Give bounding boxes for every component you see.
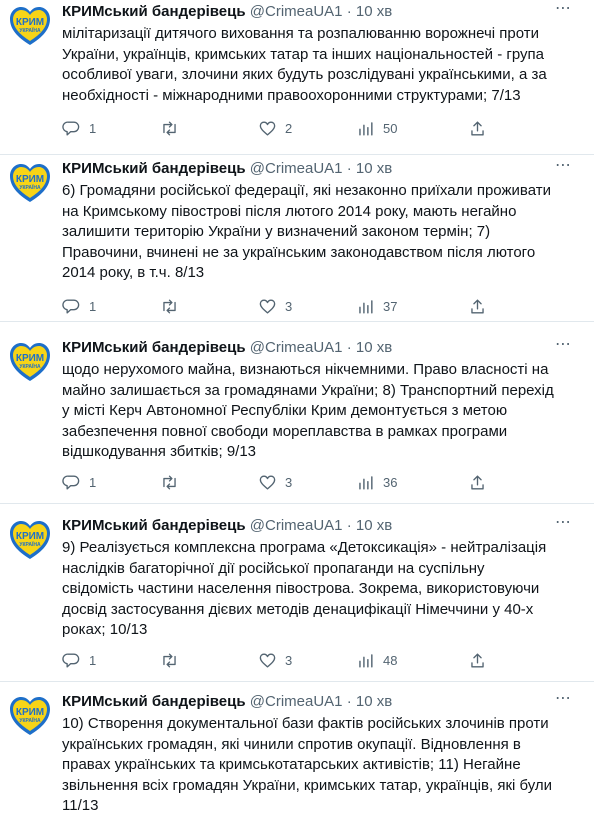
like-count: 3 [285, 474, 293, 490]
reply-button[interactable] [62, 649, 96, 671]
tweet-text-line: 6) Громадяни російської федерації, які незаконно приїхали проживати [62, 182, 551, 199]
views-button[interactable] [356, 295, 397, 317]
timestamp[interactable]: 10 хв [355, 693, 393, 710]
author-handle[interactable]: @CrimeaUA1 [249, 517, 343, 534]
share-icon [468, 473, 487, 492]
avatar[interactable] [8, 340, 52, 384]
tweet-text-line: досвід застосування дієвих методів денацифікації Німеччини у 40-х [62, 600, 534, 618]
svg-text:УКРАЇНА: УКРАЇНА [19, 28, 41, 34]
tweet-text-line: майно залишається за громадянами України; 8) Транспортний перехід [62, 381, 554, 399]
views-button[interactable] [356, 649, 397, 671]
like-icon [258, 297, 277, 316]
author-handle[interactable]: @CrimeaUA1 [249, 693, 343, 710]
like-icon [258, 473, 277, 492]
tweet-text-line: українських громадян, які чинили спротив окупації. Відновлення в [62, 735, 521, 753]
tweet-text-line: відшкодування збитків; 9/13 [62, 443, 257, 460]
retweet-icon [160, 651, 179, 670]
tweet-header [62, 338, 586, 358]
like-button[interactable] [258, 471, 292, 493]
more-icon[interactable]: ⋯ [555, 514, 572, 531]
tweet-actions [62, 649, 542, 671]
like-button[interactable] [258, 117, 292, 139]
tweet-actions [62, 295, 542, 317]
views-icon [356, 651, 375, 670]
tweet-text-line: забезпечення повної свободи мореплавства в рамках програми [62, 422, 508, 440]
author-handle[interactable]: @CrimeaUA1 [249, 3, 343, 20]
views-button[interactable] [356, 117, 397, 139]
like-button[interactable] [258, 649, 292, 671]
tweet-text-line: Правочини, вчинені не за українським законодавством після лютого [62, 243, 536, 261]
timestamp[interactable]: 10 хв [355, 160, 393, 177]
avatar-heart-logo [8, 161, 52, 205]
tweet-text-line: на Кримському півострові після лютого 2014 року, мають негайно [62, 202, 517, 220]
timestamp[interactable]: 10 хв [355, 339, 393, 356]
views-icon [356, 297, 375, 316]
separator: · [346, 693, 352, 710]
tweet-text [62, 538, 562, 641]
share-icon [468, 297, 487, 316]
tweet-header [62, 159, 586, 179]
reply-count: 1 [89, 652, 97, 668]
separator: · [346, 517, 352, 534]
tweet[interactable] [0, 334, 594, 504]
author-name[interactable]: КРИМський бандерівець [62, 160, 246, 177]
separator: · [346, 339, 352, 356]
tweet-text [62, 181, 562, 284]
more-icon[interactable]: ⋯ [555, 0, 572, 17]
tweet-header [62, 516, 586, 536]
tweet[interactable] [0, 688, 594, 818]
reply-icon [62, 473, 81, 492]
tweet-text-line: 11/13 [62, 797, 99, 814]
avatar-heart-logo [8, 518, 52, 562]
retweet-button[interactable] [160, 295, 187, 317]
reply-count: 1 [89, 120, 97, 136]
reply-icon [62, 297, 81, 316]
separator: · [346, 3, 352, 20]
svg-text:КРИМ: КРИМ [15, 17, 45, 28]
tweet-header [62, 692, 586, 712]
reply-count: 1 [89, 474, 97, 490]
tweet-text-line: особливої уваги, злочини яких будуть розслідувані українськими, а за [62, 66, 547, 83]
tweet-text-line: України, українців, кримських татар та інших національностей - група [62, 45, 544, 63]
tweet-header [62, 2, 586, 22]
author-name[interactable]: КРИМський бандерівець [62, 3, 246, 20]
tweet-text-line: свідомість частини населення півострова. Зокрема, використовуючи [62, 580, 540, 597]
timestamp[interactable]: 10 хв [355, 3, 393, 20]
tweet-text-line: звільнення всіх громадян України, кримських татар, українців, які були [62, 776, 553, 794]
views-button[interactable] [356, 471, 397, 493]
share-button[interactable] [468, 117, 487, 139]
retweet-button[interactable] [160, 471, 187, 493]
avatar[interactable] [8, 518, 52, 562]
tweet-text-line: мілітаризації дитячого виховання та розпалюванню ворожнечі проти [62, 25, 539, 42]
views-count: 36 [383, 474, 398, 490]
tweet-text [62, 360, 562, 463]
tweet-text-line: 9) Реалізується комплексна програма «Детоксикація» - нейтралізація [62, 539, 547, 556]
reply-button[interactable] [62, 471, 96, 493]
tweet-text-line: правах українських та кримськотатарських активістів; 11) Негайне [62, 756, 521, 773]
more-icon[interactable]: ⋯ [555, 157, 572, 174]
like-count: 2 [285, 120, 293, 136]
tweet[interactable] [0, 512, 594, 682]
tweet-text [62, 24, 562, 106]
reply-button[interactable] [62, 295, 96, 317]
like-count: 3 [285, 652, 293, 668]
svg-text:УКРАЇНА: УКРАЇНА [19, 364, 41, 370]
svg-text:КРИМ: КРИМ [15, 174, 45, 185]
tweet-text-line: залишити територію України у визначений законом термін; 7) [62, 223, 491, 240]
views-count: 50 [383, 120, 398, 136]
share-icon [468, 119, 487, 138]
avatar-heart-logo [8, 694, 52, 738]
svg-text:УКРАЇНА: УКРАЇНА [19, 185, 41, 191]
avatar[interactable] [8, 694, 52, 738]
retweet-button[interactable] [160, 649, 187, 671]
retweet-icon [160, 119, 179, 138]
like-icon [258, 651, 277, 670]
author-name[interactable]: КРИМський бандерівець [62, 693, 246, 710]
tweet-text-line: необхідності - міжнародними правоохоронними структурами; 7/13 [62, 86, 521, 104]
retweet-icon [160, 297, 179, 316]
tweet-text-line: щодо нерухомого майна, визнаються нікчемними. Право власності на [62, 361, 549, 378]
more-icon[interactable]: ⋯ [555, 690, 572, 707]
views-icon [356, 473, 375, 492]
share-icon [468, 651, 487, 670]
author-name[interactable]: КРИМський бандерівець [62, 517, 246, 534]
tweet-actions [62, 117, 542, 139]
like-count: 3 [285, 298, 293, 314]
tweet-text [62, 714, 562, 817]
tweet[interactable] [0, 0, 594, 155]
like-button[interactable] [258, 295, 292, 317]
avatar[interactable] [8, 4, 52, 48]
author-handle[interactable]: @CrimeaUA1 [249, 160, 343, 177]
views-icon [356, 119, 375, 138]
tweet-text-line: у місті Керч Автономної Республіки Крим демонтується з метою [62, 402, 508, 419]
tweet[interactable] [0, 155, 594, 322]
author-name[interactable]: КРИМський бандерівець [62, 339, 246, 356]
tweet-text-line: 2014 року, в т.ч. 8/13 [62, 264, 205, 281]
svg-text:УКРАЇНА: УКРАЇНА [19, 718, 41, 724]
reply-icon [62, 651, 81, 670]
more-icon[interactable]: ⋯ [555, 336, 572, 353]
avatar-heart-logo [8, 4, 52, 48]
tweet-text-line: наслідків багаторічної дії російської пропаганди на суспільну [62, 559, 485, 577]
reply-button[interactable] [62, 117, 96, 139]
share-button[interactable] [468, 649, 487, 671]
share-button[interactable] [468, 471, 487, 493]
separator: · [346, 160, 352, 177]
retweet-button[interactable] [160, 117, 187, 139]
like-icon [258, 119, 277, 138]
reply-icon [62, 119, 81, 138]
svg-text:КРИМ: КРИМ [15, 707, 45, 718]
avatar-heart-logo [8, 340, 52, 384]
reply-count: 1 [89, 298, 97, 314]
timestamp[interactable]: 10 хв [355, 517, 393, 534]
views-count: 37 [383, 298, 398, 314]
tweet-text-line: роках; 10/13 [62, 621, 148, 638]
tweet-actions [62, 471, 542, 493]
retweet-icon [160, 473, 179, 492]
avatar[interactable] [8, 161, 52, 205]
tweet-text-line: 10) Створення документальної бази фактів російських злочинів проти [62, 715, 549, 732]
share-button[interactable] [468, 295, 487, 317]
svg-text:КРИМ: КРИМ [15, 353, 45, 364]
views-count: 48 [383, 652, 398, 668]
author-handle[interactable]: @CrimeaUA1 [249, 339, 343, 356]
svg-text:КРИМ: КРИМ [15, 531, 45, 542]
svg-text:УКРАЇНА: УКРАЇНА [19, 542, 41, 548]
